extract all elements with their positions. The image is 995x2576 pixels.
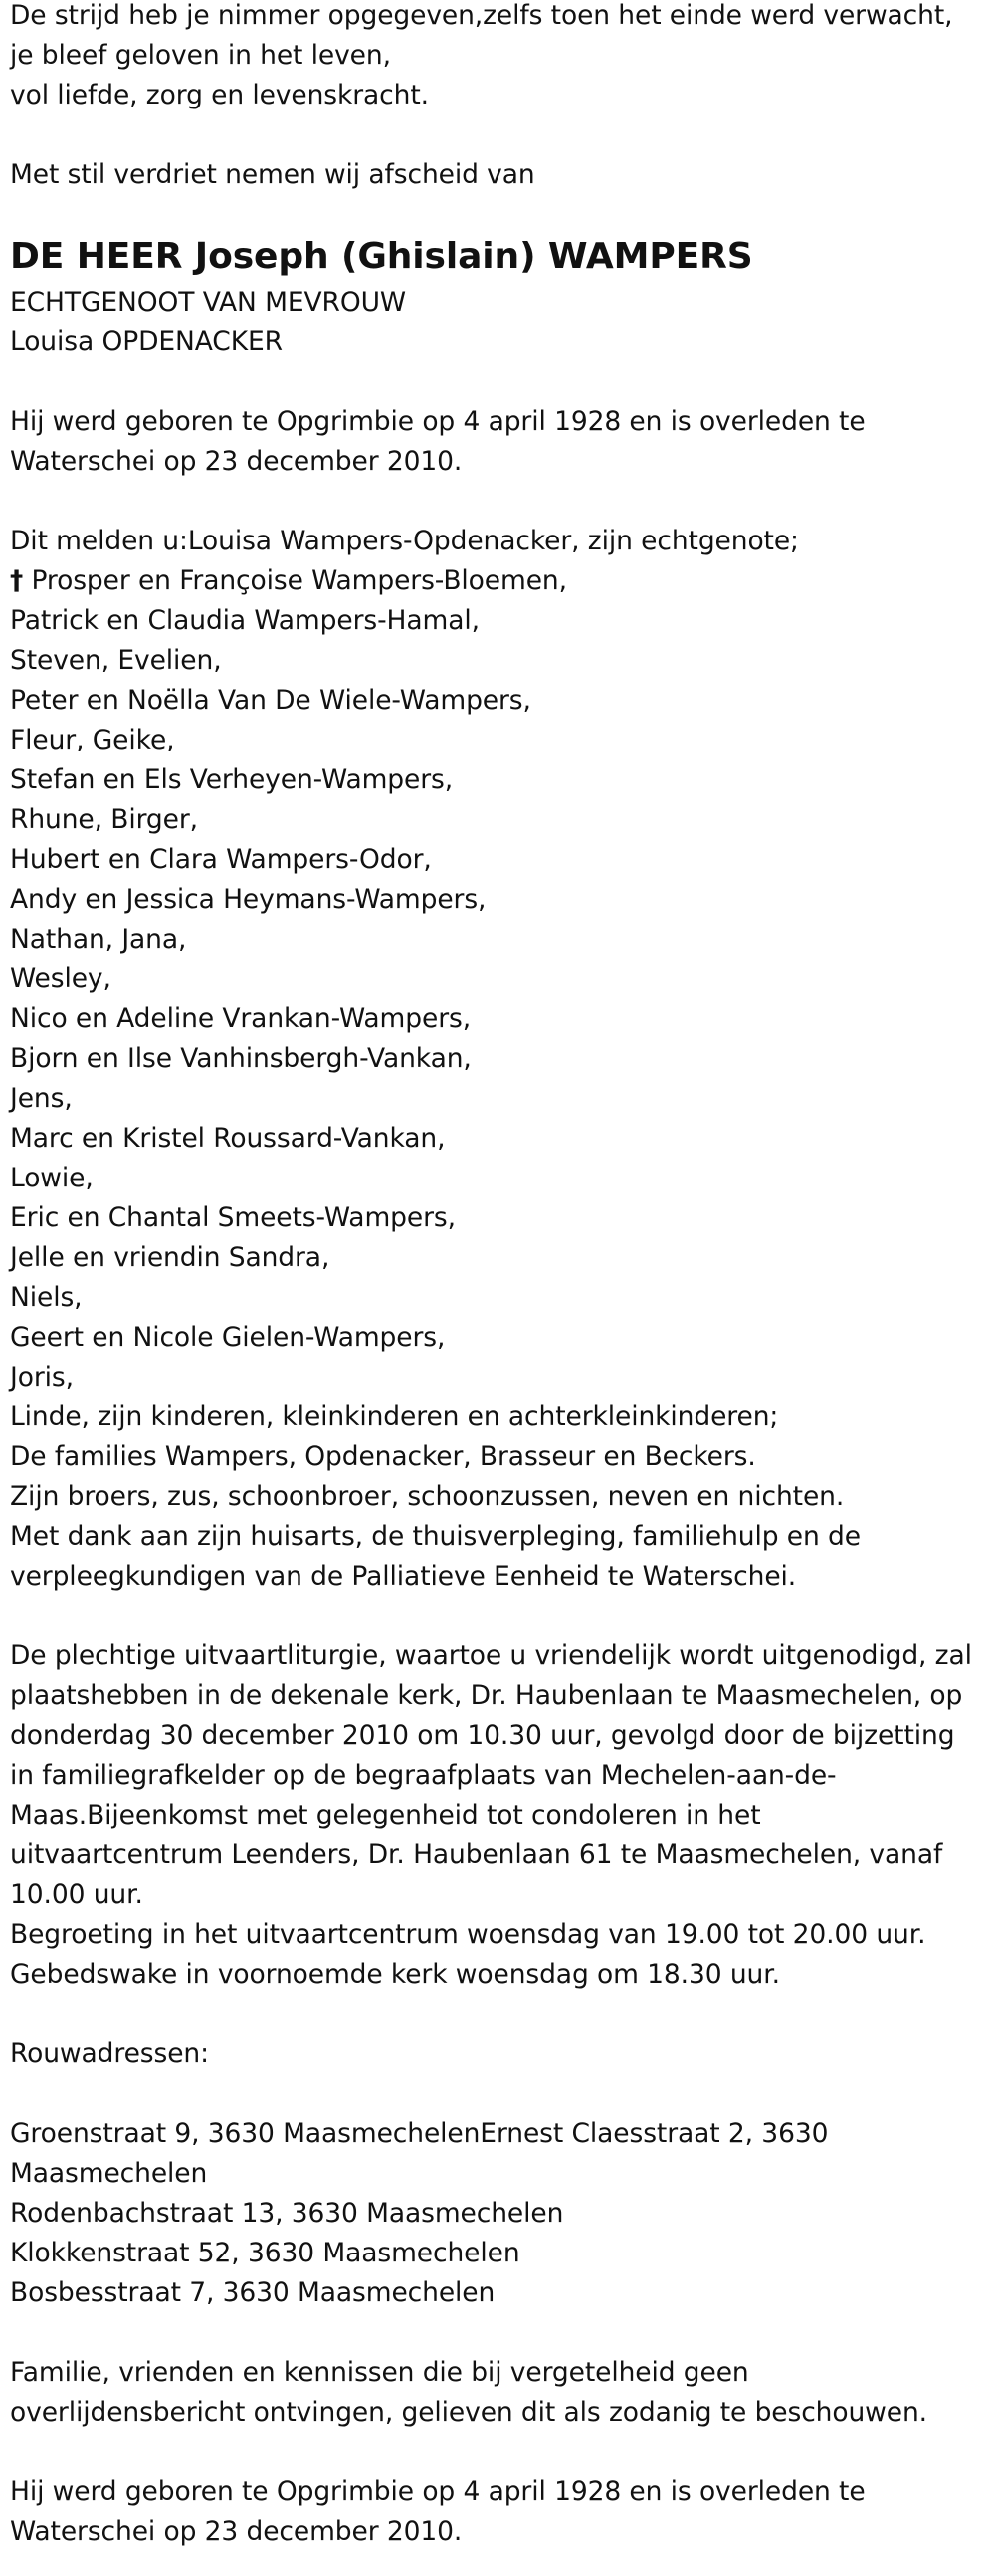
ceremony-line: plaatshebben in de dekenale kerk, Dr. Haubenlaan te Maasmechelen, op — [10, 1680, 963, 1711]
address-line: Bosbesstraat 7, 3630 Maasmechelen — [10, 2277, 496, 2308]
ceremony-line: Gebedswake in voornoemde kerk woensdag om 18.30 uur. — [10, 1959, 780, 1990]
family-member-line: Nathan, Jana, — [10, 924, 187, 955]
birth-death-info — [10, 402, 985, 482]
family-member-line: verpleegkundigen van de Palliatieve Eenheid te Waterschei. — [10, 1561, 797, 1592]
poem-line: De strijd heb je nimmer opgegeven,zelfs toen het einde werd verwacht, — [10, 0, 953, 31]
deceased-relation: ECHTGENOOT VAN MEVROUW — [10, 287, 407, 318]
announcement: Met stil verdriet nemen wij afscheid van — [10, 159, 535, 190]
family-intro: Dit melden u:Louisa Wampers-Opdenacker, zijn echtgenote; — [10, 526, 799, 556]
family-member-line: Bjorn en Ilse Vanhinsbergh-Vankan, — [10, 1043, 472, 1074]
family-member-line: Fleur, Geike, — [10, 725, 175, 755]
notice — [10, 2353, 985, 2433]
birth-death-line: Waterschei op 23 december 2010. — [10, 446, 463, 477]
birth-death-line: Waterschei op 23 december 2010. — [10, 2516, 463, 2547]
ceremony-line: in familiegrafkelder op de begraafplaats van Mechelen-aan-de- — [10, 1760, 837, 1791]
ceremony-line: uitvaartcentrum Leenders, Dr. Haubenlaan 61 te Maasmechelen, vanaf — [10, 1839, 943, 1870]
family-member-line: Marc en Kristel Roussard-Vankan, — [10, 1123, 446, 1154]
family-member-line: Peter en Noëlla Van De Wiele-Wampers, — [10, 685, 531, 716]
family-member-line: Eric en Chantal Smeets-Wampers, — [10, 1202, 456, 1233]
ceremony-info — [10, 1636, 985, 1995]
family-member-line: Wesley, — [10, 964, 111, 994]
family-member-line: Joris, — [10, 1362, 74, 1393]
family-member-line: Andy en Jessica Heymans-Wampers, — [10, 884, 487, 915]
family-member-line: De families Wampers, Opdenacker, Brasseur en Beckers. — [10, 1441, 756, 1472]
address-line: Rodenbachstraat 13, 3630 Maasmechelen — [10, 2198, 564, 2229]
notice-line: overlijdensbericht ontvingen, gelieven dit als zodanig te beschouwen. — [10, 2397, 927, 2428]
notice-line: Familie, vrienden en kennissen die bij vergetelheid geen — [10, 2357, 749, 2388]
family-member-line: Geert en Nicole Gielen-Wampers, — [10, 1322, 446, 1353]
family-member-line: Jens, — [10, 1083, 73, 1114]
ceremony-line: Begroeting in het uitvaartcentrum woensdag van 19.00 tot 20.00 uur. — [10, 1919, 926, 1950]
birth-death-info-repeat — [10, 2472, 985, 2552]
family-deceased-line — [10, 561, 985, 601]
deceased-spouse: Louisa OPDENACKER — [10, 326, 283, 357]
address-line: Maasmechelen — [10, 2158, 208, 2189]
poem-line: je bleef geloven in het leven, — [10, 40, 391, 71]
address-list — [10, 2114, 985, 2313]
family-member-line: Patrick en Claudia Wampers-Hamal, — [10, 605, 480, 636]
family-member-line: Nico en Adeline Vrankan-Wampers, — [10, 1003, 472, 1034]
addresses-heading: Rouwadressen: — [10, 2039, 209, 2069]
family-member-line: Linde, zijn kinderen, kleinkinderen en achterkleinkinderen; — [10, 1401, 779, 1432]
family-member-line: Lowie, — [10, 1163, 94, 1193]
ceremony-line: donderdag 30 december 2010 om 10.30 uur, gevolgd door de bijzetting — [10, 1720, 955, 1751]
family-member-line: Met dank aan zijn huisarts, de thuisverpleging, familiehulp en de — [10, 1521, 861, 1552]
family-member-line: Zijn broers, zus, schoonbroer, schoonzussen, neven en nichten. — [10, 1481, 845, 1512]
address-line: Klokkenstraat 52, 3630 Maasmechelen — [10, 2238, 520, 2268]
family-member-line: Stefan en Els Verheyen-Wampers, — [10, 764, 454, 795]
cross-icon: † — [10, 565, 24, 596]
poem-line: vol liefde, zorg en levenskracht. — [10, 80, 429, 110]
family-member-line: Niels, — [10, 1282, 83, 1313]
birth-death-line: Hij werd geboren te Opgrimbie op 4 april 1928 en is overleden te — [10, 2476, 866, 2507]
poem — [10, 0, 985, 115]
family-member-line: Rhune, Birger, — [10, 804, 198, 835]
family-member-line: Hubert en Clara Wampers-Odor, — [10, 844, 432, 875]
ceremony-line: 10.00 uur. — [10, 1879, 143, 1910]
address-line: Groenstraat 9, 3630 MaasmechelenErnest Claesstraat 2, 3630 — [10, 2118, 829, 2149]
ceremony-line: Maas.Bijeenkomst met gelegenheid tot condoleren in het — [10, 1800, 761, 1830]
birth-death-line: Hij werd geboren te Opgrimbie op 4 april 1928 en is overleden te — [10, 406, 866, 437]
family-list — [10, 522, 985, 1597]
family-member-line: Steven, Evelien, — [10, 645, 222, 676]
deceased-name: DE HEER Joseph (Ghislain) WAMPERS — [10, 236, 753, 277]
family-member-line: Jelle en vriendin Sandra, — [10, 1242, 330, 1273]
family-member-line: Prosper en Françoise Wampers-Bloemen, — [31, 565, 567, 596]
ceremony-line: De plechtige uitvaartliturgie, waartoe u vriendelijk wordt uitgenodigd, zal — [10, 1640, 972, 1671]
